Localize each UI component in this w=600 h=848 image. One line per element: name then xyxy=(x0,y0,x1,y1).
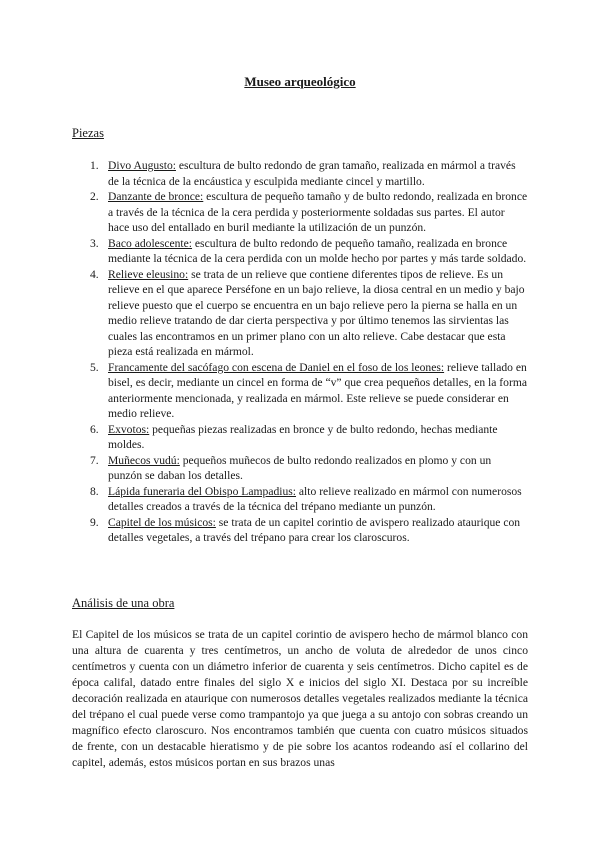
list-item xyxy=(72,158,528,189)
pieces-heading: Piezas xyxy=(72,126,104,140)
list-item-number: 7. xyxy=(90,453,99,467)
list-item xyxy=(72,267,528,360)
piece-description: se trata de un relieve que contiene diferentes tipos de relieve. Es un relieve en el que aparece Perséfone en un bajo relieve, la diosa central en un medio y bajo relieve puesto que el cuerpo se encuentra en un bajo relieve pero la pierna se halla en un medio relieve tratando de dar cierta perspectiva y por último tenemos las sirvientas las cuales las encontramos en un primer plano con un alto relieve. Cabe destacar que esta pieza está realizada en mármol. xyxy=(108,267,525,358)
list-item-number: 4. xyxy=(90,267,99,281)
piece-description: pequeñas piezas realizadas en bronce y de bulto redondo, hechas mediante moldes. xyxy=(108,422,498,451)
list-item-number: 1. xyxy=(90,159,99,172)
piece-description: se trata de un capitel corintio de avispero realizado ataurique con detalles vegetales, a través del trépano para crear los claroscuros. xyxy=(108,515,521,544)
list-item-number: 9. xyxy=(90,515,99,529)
list-item-number: 2. xyxy=(90,190,99,203)
piece-name: Muñecos vudú: xyxy=(108,453,180,467)
piece-name: Baco adolescente: xyxy=(108,236,193,250)
analysis-heading: Análisis de una obra xyxy=(72,596,175,610)
piece-name: Francamente del sacófago con escena de Daniel en el foso de los leones: xyxy=(108,360,445,374)
list-item xyxy=(72,515,528,546)
list-item xyxy=(72,236,528,267)
list-item-number: 8. xyxy=(90,484,99,498)
list-item xyxy=(72,189,528,236)
piece-name: Relieve eleusino: xyxy=(108,267,189,281)
list-item xyxy=(72,453,528,484)
piece-name: Capitel de los músicos: xyxy=(108,515,216,529)
piece-name: Exvotos: xyxy=(108,422,150,436)
list-item-number: 6. xyxy=(90,422,99,436)
list-item-number: 3. xyxy=(90,236,99,250)
piece-name: Danzante de bronce: xyxy=(108,190,204,203)
document-title: Museo arqueológico xyxy=(244,74,356,89)
piece-description: pequeños muñecos de bulto redondo realizados en plomo y con un punzón se daban los detalles. xyxy=(108,453,492,482)
list-item xyxy=(72,484,528,515)
piece-description: escultura de bulto redondo de pequeño tamaño, realizada en bronce mediante la técnica de la cera perdida con un molde hecho por partes y más tarde soldado. xyxy=(108,236,527,265)
list-item xyxy=(72,360,528,422)
piece-description: relieve tallado en bisel, es decir, mediante un cincel en forma de “v” que crea pequeños detalles, en la forma anteriormente mencionada, y realizada en mármol. Este relieve se puede considerar en medio relieve. xyxy=(108,360,527,420)
list-item-number: 5. xyxy=(90,360,99,374)
list-item xyxy=(72,422,528,453)
piece-description: alto relieve realizado en mármol con numerosos detalles creados a través de la técnica del trépano mediante un punzón. xyxy=(108,484,522,513)
piece-name: Lápida funeraria del Obispo Lampadius: xyxy=(108,484,297,498)
piece-description: escultura de bulto redondo de gran tamaño, realizada en mármol a través de la técnica de la encáustica y esculpida mediante cincel y martillo. xyxy=(108,159,516,188)
analysis-paragraph: El Capitel de los músicos se trata de un capitel corintio de avispero hecho de mármol blanco con una altura de cuarenta y tres centímetros, un ancho de voluta de alrededor de unos cinco centímetros y cuenta con un diámetro inferior de cuarenta y seis centímetros. Dicho capitel es de época califal, datado entre finales del siglo X e inicios del siglo XI. Destaca por su increíble decoración realizada en ataurique con numerosos detalles vegetales realizados mediante la técnica del trépano el cual puede verse como trampantojo ya que juega a su antojo con sobras creando un magnífico efecto claroscuro. Nos encontramos también que cuenta con cuatro músicos situados de frente, con un destacable hieratismo y de pie sobre los acantos rodeando así el collarino del capitel, además, estos músicos portan en sus brazos unas xyxy=(72,628,528,769)
piece-name: Divo Augusto: xyxy=(108,159,176,172)
pieces-list xyxy=(72,158,528,546)
piece-description: escultura de pequeño tamaño y de bulto redondo, realizada en bronce a través de la técnica de la cera perdida y posteriormente soldadas sus partes. El autor hace uso del entallado en buril mediante la utilización de un punzón. xyxy=(108,190,528,234)
